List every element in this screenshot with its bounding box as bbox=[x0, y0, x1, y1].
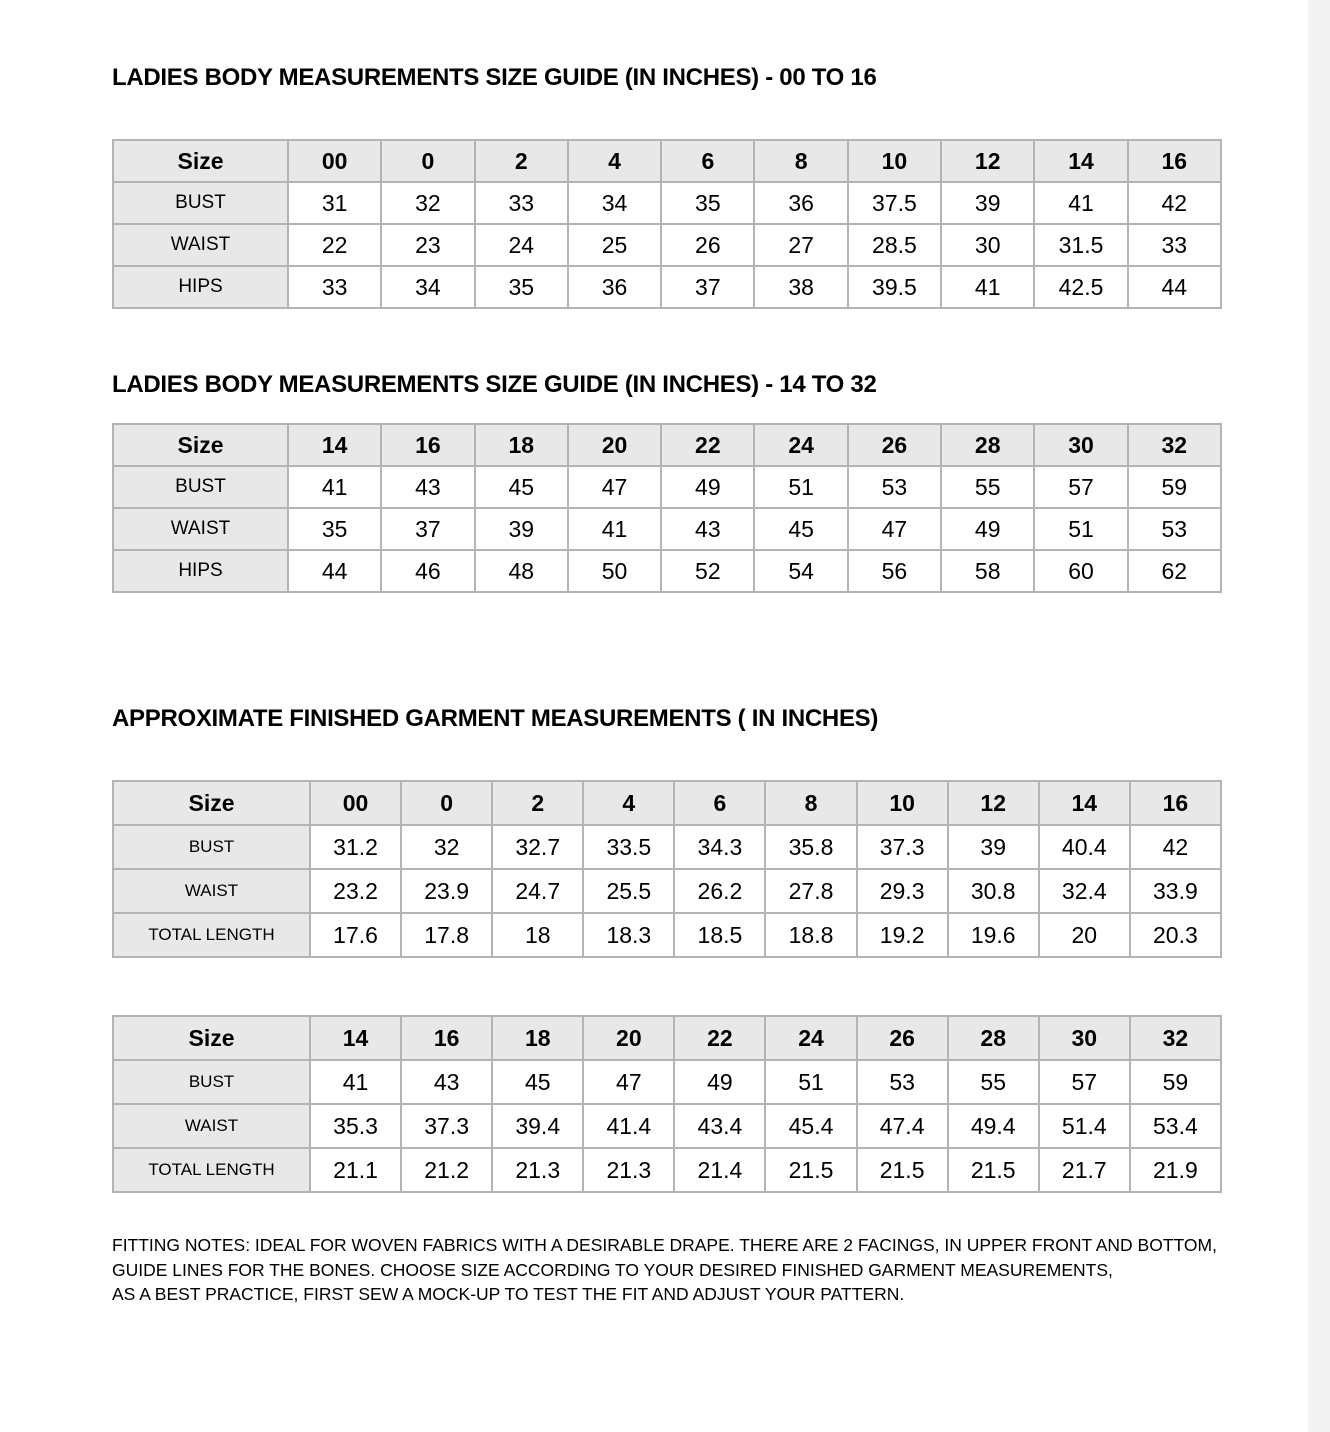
size-column-header: 14 bbox=[1034, 140, 1127, 182]
table-row bbox=[113, 913, 1221, 957]
measurement-cell: 54 bbox=[754, 550, 847, 592]
measurement-cell: 44 bbox=[1128, 266, 1221, 308]
measurement-cell: 57 bbox=[1039, 1060, 1130, 1104]
measurement-cell: 30 bbox=[941, 224, 1034, 266]
measurement-cell: 19.6 bbox=[948, 913, 1039, 957]
size-column-header: 30 bbox=[1039, 1016, 1130, 1060]
size-column-header: 10 bbox=[857, 781, 948, 825]
size-column-header: 28 bbox=[941, 424, 1034, 466]
measurement-cell: 33 bbox=[1128, 224, 1221, 266]
measurement-cell: 40.4 bbox=[1039, 825, 1130, 869]
table-row bbox=[113, 182, 1221, 224]
measurement-cell: 58 bbox=[941, 550, 1034, 592]
measurement-cell: 62 bbox=[1128, 550, 1221, 592]
measurement-cell: 18 bbox=[492, 913, 583, 957]
measurement-cell: 59 bbox=[1128, 466, 1221, 508]
measurement-cell: 21.3 bbox=[492, 1148, 583, 1192]
garment-table-14-32 bbox=[112, 1015, 1222, 1193]
measurement-cell: 33 bbox=[288, 266, 381, 308]
measurement-cell: 47.4 bbox=[857, 1104, 948, 1148]
size-column-header: 32 bbox=[1130, 1016, 1221, 1060]
measurement-cell: 45 bbox=[492, 1060, 583, 1104]
measurement-cell: 33.9 bbox=[1130, 869, 1221, 913]
table-row bbox=[113, 466, 1221, 508]
garment-table-00-16 bbox=[112, 780, 1222, 958]
size-column-header: 4 bbox=[568, 140, 661, 182]
size-column-header: 22 bbox=[674, 1016, 765, 1060]
measurement-cell: 19.2 bbox=[857, 913, 948, 957]
row-label: BUST bbox=[113, 825, 310, 869]
size-column-header: 16 bbox=[381, 424, 474, 466]
measurement-cell: 59 bbox=[1130, 1060, 1221, 1104]
size-column-header: 4 bbox=[583, 781, 674, 825]
measurement-cell: 60 bbox=[1034, 550, 1127, 592]
table-row bbox=[113, 869, 1221, 913]
measurement-cell: 39.5 bbox=[848, 266, 941, 308]
measurement-cell: 25 bbox=[568, 224, 661, 266]
measurement-cell: 37.5 bbox=[848, 182, 941, 224]
measurement-cell: 25.5 bbox=[583, 869, 674, 913]
measurement-cell: 51 bbox=[754, 466, 847, 508]
measurement-cell: 18.8 bbox=[765, 913, 856, 957]
measurement-cell: 18.5 bbox=[674, 913, 765, 957]
row-label: HIPS bbox=[113, 266, 288, 308]
table-row bbox=[113, 550, 1221, 592]
measurement-cell: 26.2 bbox=[674, 869, 765, 913]
size-column-header: 14 bbox=[1039, 781, 1130, 825]
measurement-cell: 42 bbox=[1130, 825, 1221, 869]
measurement-cell: 33 bbox=[475, 182, 568, 224]
measurement-cell: 42.5 bbox=[1034, 266, 1127, 308]
size-column-header: 16 bbox=[401, 1016, 492, 1060]
size-column-header: 00 bbox=[310, 781, 401, 825]
measurement-cell: 39 bbox=[948, 825, 1039, 869]
measurement-cell: 33.5 bbox=[583, 825, 674, 869]
measurement-cell: 27.8 bbox=[765, 869, 856, 913]
measurement-cell: 51 bbox=[1034, 508, 1127, 550]
measurement-cell: 44 bbox=[288, 550, 381, 592]
size-column-header: 00 bbox=[288, 140, 381, 182]
measurement-cell: 32 bbox=[401, 825, 492, 869]
measurement-cell: 45 bbox=[754, 508, 847, 550]
measurement-cell: 50 bbox=[568, 550, 661, 592]
measurement-cell: 34.3 bbox=[674, 825, 765, 869]
measurement-cell: 35 bbox=[288, 508, 381, 550]
measurement-cell: 17.8 bbox=[401, 913, 492, 957]
size-column-header: 0 bbox=[401, 781, 492, 825]
row-label: WAIST bbox=[113, 508, 288, 550]
measurement-cell: 21.1 bbox=[310, 1148, 401, 1192]
measurement-cell: 17.6 bbox=[310, 913, 401, 957]
measurement-cell: 39 bbox=[475, 508, 568, 550]
measurement-cell: 34 bbox=[568, 182, 661, 224]
size-header-cell: Size bbox=[113, 781, 310, 825]
measurement-cell: 41 bbox=[288, 466, 381, 508]
measurement-cell: 35.8 bbox=[765, 825, 856, 869]
measurement-cell: 43 bbox=[381, 466, 474, 508]
measurement-cell: 39 bbox=[941, 182, 1034, 224]
size-column-header: 20 bbox=[568, 424, 661, 466]
measurement-cell: 39.4 bbox=[492, 1104, 583, 1148]
fitting-notes-line: FITTING NOTES: IDEAL FOR WOVEN FABRICS WITH A DESIRABLE DRAPE. THERE ARE 2 FACINGS, IN UPPER FRONT AND BOTTOM, bbox=[112, 1235, 1217, 1255]
measurement-cell: 35 bbox=[661, 182, 754, 224]
size-column-header: 30 bbox=[1034, 424, 1127, 466]
measurement-cell: 28.5 bbox=[848, 224, 941, 266]
measurement-cell: 56 bbox=[848, 550, 941, 592]
measurement-cell: 48 bbox=[475, 550, 568, 592]
measurement-cell: 47 bbox=[568, 466, 661, 508]
body-size-table-14-32 bbox=[112, 423, 1222, 593]
body-size-table-00-16 bbox=[112, 139, 1222, 309]
size-column-header: 14 bbox=[288, 424, 381, 466]
measurement-cell: 20 bbox=[1039, 913, 1130, 957]
size-column-header: 14 bbox=[310, 1016, 401, 1060]
measurement-cell: 57 bbox=[1034, 466, 1127, 508]
measurement-cell: 32 bbox=[381, 182, 474, 224]
measurement-cell: 49 bbox=[661, 466, 754, 508]
measurement-cell: 31.5 bbox=[1034, 224, 1127, 266]
measurement-cell: 49 bbox=[941, 508, 1034, 550]
measurement-cell: 42 bbox=[1128, 182, 1221, 224]
measurement-cell: 41 bbox=[568, 508, 661, 550]
measurement-cell: 23.2 bbox=[310, 869, 401, 913]
measurement-cell: 53.4 bbox=[1130, 1104, 1221, 1148]
measurement-cell: 43 bbox=[661, 508, 754, 550]
measurement-cell: 46 bbox=[381, 550, 474, 592]
size-column-header: 16 bbox=[1130, 781, 1221, 825]
measurement-cell: 53 bbox=[1128, 508, 1221, 550]
measurement-cell: 22 bbox=[288, 224, 381, 266]
measurement-cell: 55 bbox=[941, 466, 1034, 508]
measurement-cell: 23.9 bbox=[401, 869, 492, 913]
fitting-notes-line: AS A BEST PRACTICE, FIRST SEW A MOCK-UP TO TEST THE FIT AND ADJUST YOUR PATTERN. bbox=[112, 1284, 905, 1304]
measurement-cell: 21.5 bbox=[948, 1148, 1039, 1192]
measurement-cell: 47 bbox=[583, 1060, 674, 1104]
measurement-cell: 31.2 bbox=[310, 825, 401, 869]
measurement-cell: 37 bbox=[381, 508, 474, 550]
table-header-row bbox=[113, 140, 1221, 182]
measurement-cell: 34 bbox=[381, 266, 474, 308]
measurement-cell: 21.2 bbox=[401, 1148, 492, 1192]
size-column-header: 26 bbox=[857, 1016, 948, 1060]
measurement-cell: 37.3 bbox=[401, 1104, 492, 1148]
measurement-cell: 31 bbox=[288, 182, 381, 224]
row-label: WAIST bbox=[113, 1104, 310, 1148]
size-column-header: 6 bbox=[674, 781, 765, 825]
measurement-cell: 32.7 bbox=[492, 825, 583, 869]
measurement-cell: 20.3 bbox=[1130, 913, 1221, 957]
measurement-cell: 51.4 bbox=[1039, 1104, 1130, 1148]
table-row bbox=[113, 224, 1221, 266]
measurement-cell: 41.4 bbox=[583, 1104, 674, 1148]
measurement-cell: 24 bbox=[475, 224, 568, 266]
row-label: HIPS bbox=[113, 550, 288, 592]
measurement-cell: 52 bbox=[661, 550, 754, 592]
measurement-cell: 51 bbox=[765, 1060, 856, 1104]
size-column-header: 22 bbox=[661, 424, 754, 466]
row-label: TOTAL LENGTH bbox=[113, 1148, 310, 1192]
table-header-row bbox=[113, 1016, 1221, 1060]
measurement-cell: 53 bbox=[857, 1060, 948, 1104]
size-column-header: 8 bbox=[765, 781, 856, 825]
size-column-header: 6 bbox=[661, 140, 754, 182]
size-column-header: 18 bbox=[475, 424, 568, 466]
size-column-header: 8 bbox=[754, 140, 847, 182]
measurement-cell: 18.3 bbox=[583, 913, 674, 957]
size-column-header: 20 bbox=[583, 1016, 674, 1060]
page-edge-shadow bbox=[1308, 0, 1330, 1432]
measurement-cell: 32.4 bbox=[1039, 869, 1130, 913]
measurement-cell: 41 bbox=[310, 1060, 401, 1104]
size-column-header: 16 bbox=[1128, 140, 1221, 182]
measurement-cell: 35 bbox=[475, 266, 568, 308]
measurement-cell: 21.5 bbox=[765, 1148, 856, 1192]
table-row bbox=[113, 508, 1221, 550]
measurement-cell: 26 bbox=[661, 224, 754, 266]
size-column-header: 28 bbox=[948, 1016, 1039, 1060]
size-column-header: 0 bbox=[381, 140, 474, 182]
size-header-cell: Size bbox=[113, 140, 288, 182]
fitting-notes-line: GUIDE LINES FOR THE BONES. CHOOSE SIZE ACCORDING TO YOUR DESIRED FINISHED GARMENT MEASUREMENTS, bbox=[112, 1259, 1113, 1280]
measurement-cell: 41 bbox=[941, 266, 1034, 308]
measurement-cell: 35.3 bbox=[310, 1104, 401, 1148]
measurement-cell: 37 bbox=[661, 266, 754, 308]
body-size-guide-title-00-16: LADIES BODY MEASUREMENTS SIZE GUIDE (IN INCHES) - 00 TO 16 bbox=[112, 64, 877, 91]
size-column-header: 2 bbox=[492, 781, 583, 825]
size-column-header: 10 bbox=[848, 140, 941, 182]
size-header-cell: Size bbox=[113, 424, 288, 466]
measurement-cell: 37.3 bbox=[857, 825, 948, 869]
measurement-cell: 24.7 bbox=[492, 869, 583, 913]
finished-garment-title: APPROXIMATE FINISHED GARMENT MEASUREMENTS ( IN INCHES) bbox=[112, 705, 879, 732]
body-size-guide-title-14-32: LADIES BODY MEASUREMENTS SIZE GUIDE (IN INCHES) - 14 TO 32 bbox=[112, 371, 877, 398]
measurement-cell: 53 bbox=[848, 466, 941, 508]
row-label: WAIST bbox=[113, 869, 310, 913]
row-label: BUST bbox=[113, 466, 288, 508]
size-column-header: 2 bbox=[475, 140, 568, 182]
table-row bbox=[113, 266, 1221, 308]
row-label: TOTAL LENGTH bbox=[113, 913, 310, 957]
table-row bbox=[113, 1104, 1221, 1148]
table-header-row bbox=[113, 424, 1221, 466]
measurement-cell: 21.3 bbox=[583, 1148, 674, 1192]
row-label: BUST bbox=[113, 182, 288, 224]
table-row bbox=[113, 1148, 1221, 1192]
size-column-header: 18 bbox=[492, 1016, 583, 1060]
measurement-cell: 36 bbox=[754, 182, 847, 224]
measurement-cell: 43 bbox=[401, 1060, 492, 1104]
size-column-header: 32 bbox=[1128, 424, 1221, 466]
measurement-cell: 23 bbox=[381, 224, 474, 266]
measurement-cell: 36 bbox=[568, 266, 661, 308]
measurement-cell: 21.5 bbox=[857, 1148, 948, 1192]
size-column-header: 26 bbox=[848, 424, 941, 466]
table-header-row bbox=[113, 781, 1221, 825]
size-column-header: 12 bbox=[948, 781, 1039, 825]
measurement-cell: 55 bbox=[948, 1060, 1039, 1104]
measurement-cell: 27 bbox=[754, 224, 847, 266]
measurement-cell: 30.8 bbox=[948, 869, 1039, 913]
measurement-cell: 47 bbox=[848, 508, 941, 550]
measurement-cell: 49 bbox=[674, 1060, 765, 1104]
measurement-cell: 21.7 bbox=[1039, 1148, 1130, 1192]
fitting-notes bbox=[112, 1233, 1224, 1307]
measurement-cell: 29.3 bbox=[857, 869, 948, 913]
measurement-cell: 41 bbox=[1034, 182, 1127, 224]
measurement-cell: 43.4 bbox=[674, 1104, 765, 1148]
measurement-cell: 49.4 bbox=[948, 1104, 1039, 1148]
size-column-header: 24 bbox=[754, 424, 847, 466]
size-column-header: 12 bbox=[941, 140, 1034, 182]
size-header-cell: Size bbox=[113, 1016, 310, 1060]
measurement-cell: 21.9 bbox=[1130, 1148, 1221, 1192]
row-label: WAIST bbox=[113, 224, 288, 266]
measurement-cell: 45.4 bbox=[765, 1104, 856, 1148]
size-column-header: 24 bbox=[765, 1016, 856, 1060]
measurement-cell: 38 bbox=[754, 266, 847, 308]
table-row bbox=[113, 1060, 1221, 1104]
measurement-cell: 21.4 bbox=[674, 1148, 765, 1192]
table-row bbox=[113, 825, 1221, 869]
measurement-cell: 45 bbox=[475, 466, 568, 508]
row-label: BUST bbox=[113, 1060, 310, 1104]
